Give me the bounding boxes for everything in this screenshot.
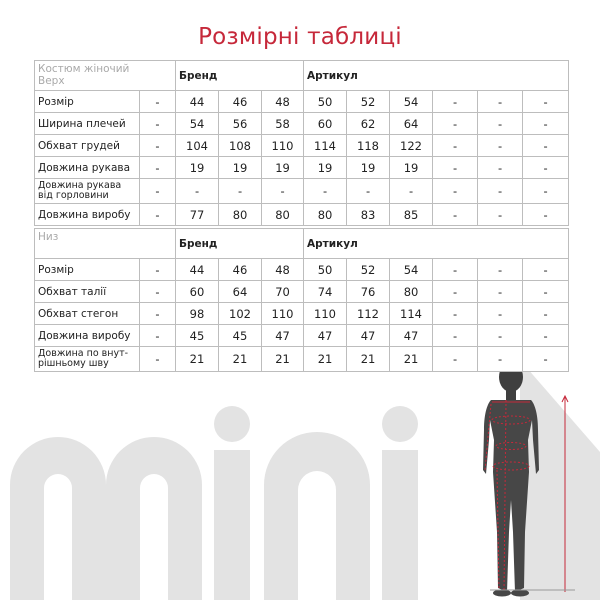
table-cell: - xyxy=(347,179,390,204)
table-cell: 47 xyxy=(262,325,304,347)
row-label: Довжина виробу xyxy=(35,204,140,226)
table-row xyxy=(35,325,569,347)
top-table-header-row xyxy=(35,61,569,91)
table-cell: 110 xyxy=(262,135,304,157)
table-cell: - xyxy=(433,135,478,157)
table-cell: - xyxy=(433,157,478,179)
table-cell: 62 xyxy=(347,113,390,135)
table-cell: - xyxy=(478,157,523,179)
table-cell: - xyxy=(140,91,176,113)
table-row xyxy=(35,113,569,135)
table-cell: 19 xyxy=(347,157,390,179)
table-cell: - xyxy=(478,113,523,135)
table-cell: 54 xyxy=(390,259,433,281)
table-row xyxy=(35,347,569,372)
table-cell: - xyxy=(140,204,176,226)
table-cell: 47 xyxy=(347,325,390,347)
table-cell: - xyxy=(219,179,262,204)
table-cell: 64 xyxy=(390,113,433,135)
bottom-table-article-header: Артикул xyxy=(304,229,569,259)
table-cell: 45 xyxy=(176,325,219,347)
table-cell: - xyxy=(478,204,523,226)
top-table-corner-line1: Костюм жіночий xyxy=(38,63,130,75)
table-cell: 19 xyxy=(262,157,304,179)
table-cell: 44 xyxy=(176,259,219,281)
top-table-brand-header: Бренд xyxy=(176,61,304,91)
table-cell: 56 xyxy=(219,113,262,135)
table-cell: 48 xyxy=(262,259,304,281)
row-label: Довжина виробу xyxy=(35,325,140,347)
table-cell: 83 xyxy=(347,204,390,226)
row-label: Довжина рукава від горловини xyxy=(35,179,140,204)
table-cell: - xyxy=(433,91,478,113)
table-cell: - xyxy=(140,303,176,325)
bottom-table-header-row xyxy=(35,229,569,259)
table-cell: 110 xyxy=(262,303,304,325)
table-cell: 114 xyxy=(304,135,347,157)
table-cell: 46 xyxy=(219,259,262,281)
table-cell: - xyxy=(433,281,478,303)
table-cell: 98 xyxy=(176,303,219,325)
table-cell: - xyxy=(433,204,478,226)
table-cell: - xyxy=(140,135,176,157)
table-cell: 19 xyxy=(390,157,433,179)
table-cell: 21 xyxy=(390,347,433,372)
row-label: Довжина рукава xyxy=(35,157,140,179)
table-cell: - xyxy=(523,179,569,204)
table-cell: 21 xyxy=(219,347,262,372)
table-cell: - xyxy=(140,179,176,204)
bottom-table-brand-header: Бренд xyxy=(176,229,304,259)
table-cell: 21 xyxy=(262,347,304,372)
table-cell: 112 xyxy=(347,303,390,325)
table-cell: - xyxy=(523,135,569,157)
table-cell: - xyxy=(390,179,433,204)
table-cell: - xyxy=(478,281,523,303)
table-cell: 114 xyxy=(390,303,433,325)
table-cell: 76 xyxy=(347,281,390,303)
table-cell: 74 xyxy=(304,281,347,303)
top-size-table xyxy=(34,60,569,226)
table-cell: 64 xyxy=(219,281,262,303)
table-cell: - xyxy=(140,325,176,347)
table-cell: - xyxy=(523,259,569,281)
table-cell: - xyxy=(304,179,347,204)
table-cell: 50 xyxy=(304,91,347,113)
table-row xyxy=(35,91,569,113)
table-cell: - xyxy=(140,281,176,303)
table-cell: - xyxy=(523,204,569,226)
table-cell: - xyxy=(523,281,569,303)
table-cell: - xyxy=(523,157,569,179)
table-row xyxy=(35,179,569,204)
table-cell: 102 xyxy=(219,303,262,325)
table-row xyxy=(35,135,569,157)
table-cell: - xyxy=(478,179,523,204)
table-cell: - xyxy=(433,347,478,372)
table-cell: 21 xyxy=(347,347,390,372)
table-cell: 45 xyxy=(219,325,262,347)
table-cell: 52 xyxy=(347,91,390,113)
page-title: Розмірні таблиці xyxy=(198,24,402,50)
row-label: Обхват стегон xyxy=(35,303,140,325)
row-label: Обхват грудей xyxy=(35,135,140,157)
table-cell: 44 xyxy=(176,91,219,113)
table-cell: - xyxy=(262,179,304,204)
table-cell: 118 xyxy=(347,135,390,157)
table-cell: 60 xyxy=(176,281,219,303)
table-cell: - xyxy=(478,303,523,325)
table-cell: - xyxy=(478,259,523,281)
table-cell: - xyxy=(478,135,523,157)
table-cell: - xyxy=(523,91,569,113)
table-cell: 58 xyxy=(262,113,304,135)
row-label: Обхват талії xyxy=(35,281,140,303)
table-cell: 50 xyxy=(304,259,347,281)
top-table-article-header: Артикул xyxy=(304,61,569,91)
bottom-table-corner: Низ xyxy=(35,229,176,259)
table-cell: - xyxy=(433,325,478,347)
table-cell: 46 xyxy=(219,91,262,113)
table-cell: 47 xyxy=(304,325,347,347)
table-cell: - xyxy=(140,259,176,281)
top-table-corner xyxy=(35,61,176,91)
table-cell: - xyxy=(433,113,478,135)
table-cell: - xyxy=(478,325,523,347)
row-label: Розмір xyxy=(35,259,140,281)
table-cell: 19 xyxy=(176,157,219,179)
table-cell: - xyxy=(140,347,176,372)
top-table-corner-line2: Верх xyxy=(38,75,65,87)
table-row xyxy=(35,204,569,226)
table-cell: 110 xyxy=(304,303,347,325)
table-cell: 70 xyxy=(262,281,304,303)
table-cell: - xyxy=(176,179,219,204)
table-cell: 108 xyxy=(219,135,262,157)
table-cell: 80 xyxy=(262,204,304,226)
table-cell: 47 xyxy=(390,325,433,347)
row-label: Розмір xyxy=(35,91,140,113)
table-cell: - xyxy=(478,347,523,372)
bottom-size-table xyxy=(34,228,569,372)
table-cell: 21 xyxy=(176,347,219,372)
table-cell: 80 xyxy=(219,204,262,226)
table-cell: 54 xyxy=(176,113,219,135)
table-cell: 80 xyxy=(390,281,433,303)
table-cell: - xyxy=(523,113,569,135)
table-cell: - xyxy=(523,325,569,347)
row-label: Довжина по внут-рішньому шву xyxy=(35,347,140,372)
table-cell: 104 xyxy=(176,135,219,157)
table-cell: - xyxy=(140,113,176,135)
table-cell: - xyxy=(433,179,478,204)
table-cell: 77 xyxy=(176,204,219,226)
table-cell: - xyxy=(140,157,176,179)
table-cell: 19 xyxy=(304,157,347,179)
table-cell: 52 xyxy=(347,259,390,281)
row-label: Ширина плечей xyxy=(35,113,140,135)
table-row xyxy=(35,281,569,303)
table-cell: - xyxy=(523,347,569,372)
table-cell: 48 xyxy=(262,91,304,113)
table-row xyxy=(35,259,569,281)
table-cell: - xyxy=(433,303,478,325)
table-cell: - xyxy=(433,259,478,281)
table-cell: 85 xyxy=(390,204,433,226)
table-row xyxy=(35,157,569,179)
table-cell: 21 xyxy=(304,347,347,372)
table-cell: 19 xyxy=(219,157,262,179)
table-cell: 54 xyxy=(390,91,433,113)
table-cell: 80 xyxy=(304,204,347,226)
table-cell: - xyxy=(523,303,569,325)
table-cell: 60 xyxy=(304,113,347,135)
table-cell: 122 xyxy=(390,135,433,157)
table-row xyxy=(35,303,569,325)
table-cell: - xyxy=(478,91,523,113)
